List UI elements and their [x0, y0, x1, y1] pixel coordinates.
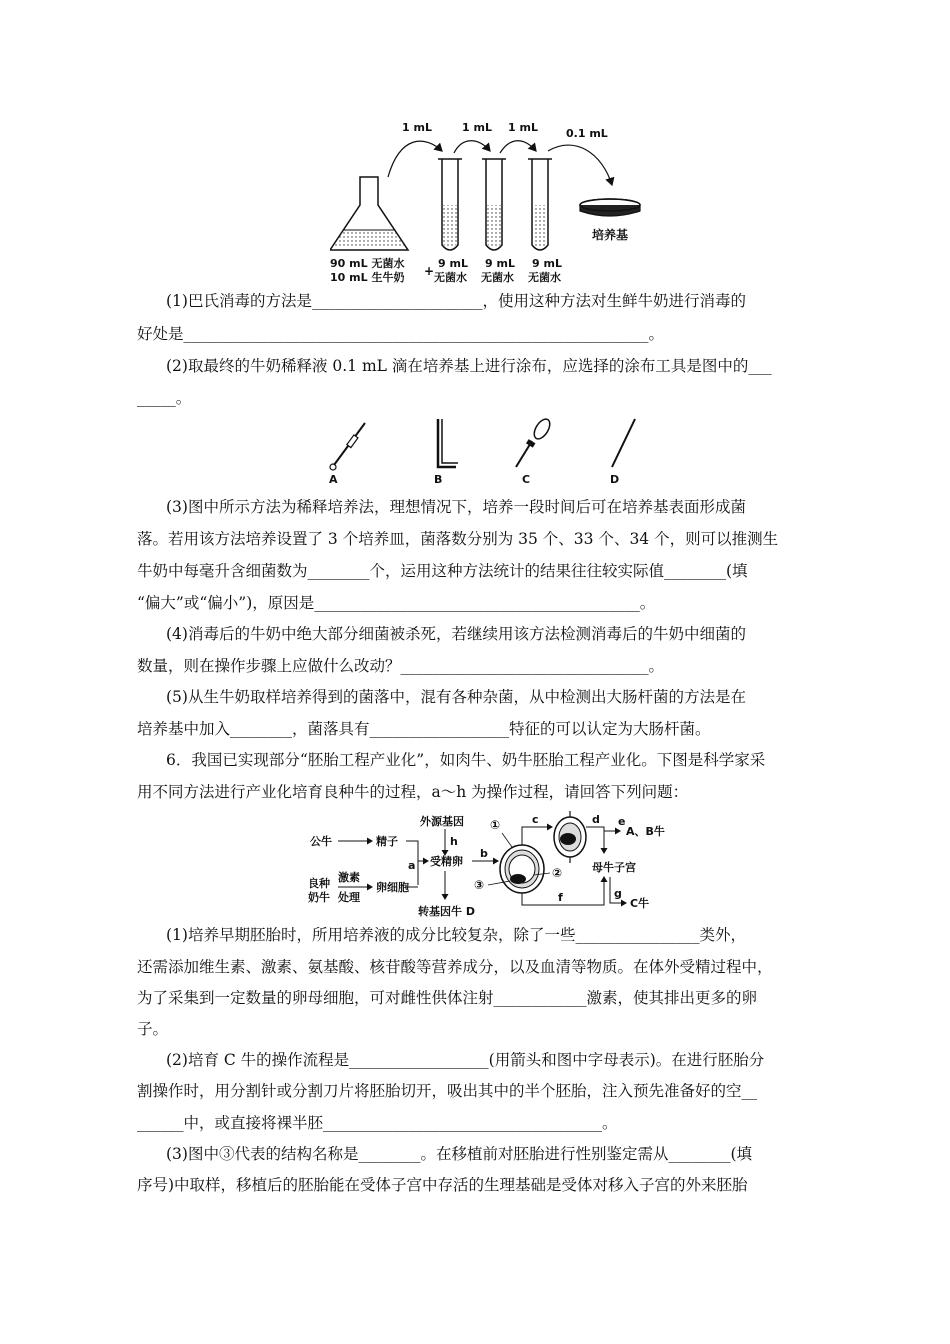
oocyte-label: 卵细胞 [376, 881, 409, 894]
flask-label-2: 10 mL 生牛奶 [330, 271, 405, 284]
transfer-arrow-1 [388, 141, 442, 177]
q6-3-line-2: 序号)中取样，移植后的胚胎能在受体子宫中存活的生理基础是受体对移入子宫的外来胚胎 [137, 1176, 748, 1194]
transfer-arrow-4 [548, 145, 612, 185]
c-label: c [532, 813, 539, 826]
hormone-label: 激素 [338, 871, 360, 884]
foreign-gene-label: 外源基因 [420, 815, 464, 828]
g-label: g [614, 887, 622, 900]
medium-label: 培养基 [592, 228, 629, 242]
treatment-label: 处理 [338, 891, 360, 904]
dairy-cow-label: 奶牛 [308, 891, 330, 904]
tool-a-pipette [330, 423, 365, 470]
spreading-tools-figure [320, 415, 660, 490]
q6-stem-line-1: 6．我国已实现部分“胚胎工程产业化”，如肉牛、奶牛胚胎工程产业化。下图是科学家采 [166, 751, 766, 769]
tool-d-label: D [610, 473, 620, 486]
q5-3-line-4: “偏大”或“偏小”)，原因是__________________________________________。 [137, 594, 656, 612]
q6-1-line-1: (1)培养早期胚胎时，所用培养液的成分比较复杂，除了一些________________类外， [166, 926, 746, 944]
e-label: e [618, 815, 626, 828]
q6-1-line-4: 子。 [137, 1020, 169, 1038]
number-3: ③ [474, 878, 485, 892]
sperm-label: 精子 [376, 835, 398, 848]
number-2: ② [552, 866, 563, 880]
q5-4-line-1: (4)消毒后的牛奶中绝大部分细菌被杀死，若继续用该方法检测消毒后的牛奶中细菌的 [166, 625, 746, 643]
q6-1-line-2: 还需添加维生素、激素、氨基酸、核苷酸等营养成分，以及血清等物质。在体外受精过程中， [137, 958, 773, 976]
transfer-label-2: 1 mL [462, 121, 492, 134]
blastocyst [500, 845, 544, 893]
serial-dilution-figure [330, 115, 660, 290]
embryo-splitting [554, 811, 586, 863]
tube-1-water: 无菌水 [434, 271, 467, 284]
a-label: a [408, 859, 416, 872]
test-tube-3 [528, 159, 552, 250]
bull-label: 公牛 [310, 835, 332, 848]
transfer-arrow-3 [500, 141, 536, 153]
q5-5-line-1: (5)从生牛奶取样培养得到的菌落中，混有各种杂菌，从中检测出大肠杆菌的方法是在 [166, 688, 746, 706]
test-tube-1 [438, 159, 462, 250]
q6-2-line-1: (2)培育 C 牛的操作流程是__________________(用箭头和图中字母表示)。在进行胚胎分 [166, 1051, 765, 1069]
tube-2-volume: 9 mL [485, 257, 515, 270]
mother-uterus-label: 母牛子宫 [592, 861, 636, 874]
tool-c-dropper [516, 416, 553, 467]
embryo-engineering-figure [300, 805, 700, 920]
c-cattle-label: C牛 [630, 897, 650, 910]
tube-2-water: 无菌水 [481, 271, 514, 284]
transfer-arrow-2 [454, 141, 490, 153]
f-label: f [558, 891, 563, 904]
petri-dish [580, 199, 640, 216]
transgenic-cattle-label: 转基因牛 D [418, 905, 475, 918]
ab-cattle-label: A、B牛 [626, 825, 665, 838]
q6-3-line-1: (3)图中③代表的结构名称是________。在移植前对胚胎进行性别鉴定需从________(填 [166, 1145, 753, 1163]
q5-2-line-2: _____。 [137, 389, 192, 407]
h-label: h [450, 835, 458, 848]
plus-sign: + [424, 264, 435, 278]
q5-3-line-1: (3)图中所示方法为稀释培养法，理想情况下，培养一段时间后可在培养基表面形成菌 [166, 498, 746, 516]
q6-2-line-3: ______中，或直接将裸半胚____________________________________。 [137, 1114, 618, 1132]
tool-d-needle [612, 419, 635, 467]
transfer-label-1: 1 mL [402, 121, 432, 134]
test-tube-2 [482, 159, 506, 250]
q6-1-line-3: 为了采集到一定数量的卵母细胞，可对雌性供体注射____________激素，使其排出更多的卵 [137, 989, 758, 1007]
q5-1-line-1: (1)巴氏消毒的方法是______________________，使用这种方法对生鲜牛奶进行消毒的 [166, 292, 746, 310]
d-label: d [592, 813, 600, 826]
transfer-label-4: 0.1 mL [566, 127, 608, 140]
tool-c-label: C [522, 473, 531, 486]
q5-2-line-1: (2)取最终的牛奶稀释液 0.1 mL 滴在培养基上进行涂布，应选择的涂布工具是图中的___ [166, 357, 772, 375]
transfer-label-3: 1 mL [508, 121, 538, 134]
q6-stem-line-2: 用不同方法进行产业化培育良种牛的过程，a～h 为操作过程，请回答下列问题： [137, 783, 689, 801]
q5-4-line-2: 数量，则在操作步骤上应做什么改动？________________________________。 [137, 657, 665, 675]
tool-b-spreader [438, 419, 458, 467]
tube-1-volume: 9 mL [438, 257, 468, 270]
flask [330, 177, 408, 250]
q5-5-line-2: 培养基中加入________，菌落具有__________________特征的可以认定为大肠杆菌。 [137, 720, 711, 738]
tool-a-label: A [329, 473, 338, 486]
q5-3-line-2: 落。若用该方法培养设置了 3 个培养皿，菌落数分别为 35 个、33 个、34 个，则可以推测生 [137, 530, 779, 548]
tube-3-water: 无菌水 [528, 271, 561, 284]
q5-1-line-2: 好处是____________________________________________________________。 [137, 325, 665, 343]
flask-label-1: 90 mL 无菌水 [330, 257, 405, 270]
b-label: b [480, 847, 488, 860]
q5-3-line-3: 牛奶中每毫升含细菌数为________个，运用这种方法统计的结果往往较实际值________(填 [137, 562, 748, 580]
fine-breed-label: 良种 [308, 877, 330, 890]
fertilized-egg-label: 受精卵 [430, 855, 463, 868]
number-1: ① [490, 818, 501, 832]
tube-3-volume: 9 mL [532, 257, 562, 270]
q6-2-line-2: 割操作时，用分割针或分割刀片将胚胎切开，吸出其中的半个胚胎，注入预先准备好的空__ [137, 1082, 758, 1100]
tool-b-label: B [434, 473, 443, 486]
